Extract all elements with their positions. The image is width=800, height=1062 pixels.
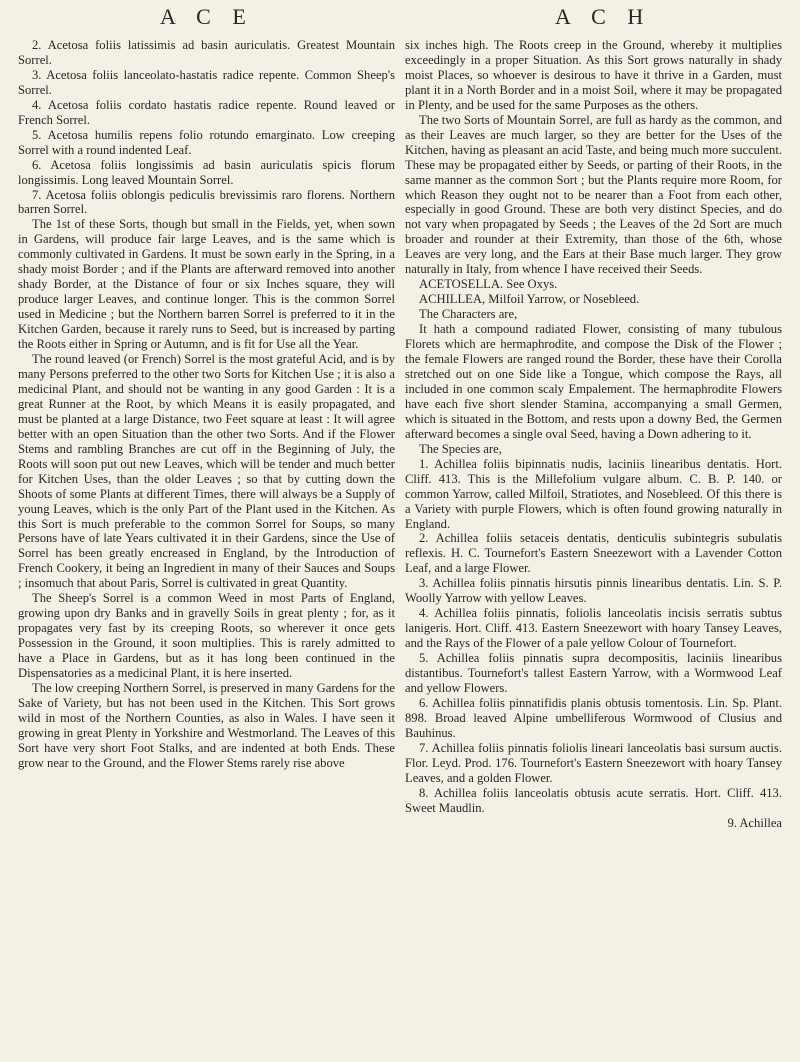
entry-acetosa-7: 7. Acetosa foliis oblongis pediculis brevissimis raro florens. Northern barren Sorrel.: [18, 187, 395, 217]
entry-achillea-heading: ACHILLEA, Milfoil Yarrow, or Nosebleed.: [419, 292, 640, 307]
entry-acetosa-2: 2. Acetosa foliis latissimis ad basin auriculatis. Greatest Mountain Sorrel.: [18, 38, 395, 67]
entry-achillea-1: 1. Achillea foliis bipinnatis nudis, laciniis linearibus dentatis. Hort. Cliff. 413. This is the Millefolium vulgare album. C. B. P. 140. or common Yarrow, called Milfoil, Stratiotes, and Nosebleed. Of this there is a Variety with purple Flowers, which is often found growing naturally in England.: [405, 456, 782, 531]
entry-acetosa-5: 5. Acetosa humilis repens folio rotundo emarginato. Low creeping Sorrel with a round indented Leaf.: [18, 127, 395, 157]
species-heading: The Species are,: [419, 441, 502, 456]
catchword: 9. Achillea: [727, 815, 782, 830]
right-column: [405, 38, 782, 831]
paragraph-continuation: six inches high. The Roots creep in the Ground, whereby it multiplies exceedingly in a proper Situation. As this Sort grows naturally in shady moist Places, so whoever is desirous to have it thrive in a Garden, must plant it in a North Border and in a moist Soil, where it may be propagated in Plenty, and be used for the same Purposes as the others.: [405, 38, 782, 112]
entry-achillea-4: 4. Achillea foliis pinnatis, foliolis lanceolatis incisis serratis subtus lanigeris. Hort. Cliff. 413. Eastern Sneezewort with hoary Tansey Leaves, and the Rays of the Flower of a pale yellow Colour of Tournefort.: [405, 606, 782, 651]
characters-description: It hath a compound radiated Flower, consisting of many tubulous Florets which are hermaphrodite, and compose the Disk of the Flower ; the female Flowers are ranged round the Border, these have their Corolla stretched out on one Side like a Tongue, which compose the Rays, all included in one common scaly Empalement. The hermaphrodite Flowers have each five short slender Stamina, accompanying a small Germen, which is situated in the Bottom, and rests upon a downy Bed, the Germen afterward becomes a single oval Seed, having a Down adhering to it.: [405, 322, 782, 441]
paragraph-first-sort: The 1st of these Sorts, though but small in the Fields, yet, when sown in Gardens, will produce fair large Leaves, and is the same which is commonly cultivated in Gardens. It must be sown early in the Spring, in a shady moist Border ; and if the Plants are afterward removed into another shady Border, at the Distance of four or six Inches square, they will produce larger Leaves, and continue longer. This is the common Sorrel used in Medicine ; but the Northern barren Sorrel is preferred to it in the Kitchen Garden, because it rarely runs to Seed, but is increased by parting the Roots either in Spring or Autumn, and is fit for Use all the Year.: [18, 217, 395, 352]
entry-achillea-3: 3. Achillea foliis pinnatis hirsutis pinnis linearibus dentatis. Lin. S. P. Woolly Yarrow with yellow Leaves.: [405, 576, 782, 606]
entry-achillea-2: 2. Achillea foliis setaceis dentatis, denticulis subintegris subulatis reflexis. H. C. Tournefort's Eastern Sneezewort with a Lavender Cotton Leaf, and a large Flower.: [405, 531, 782, 576]
entry-achillea-7: 7. Achillea foliis pinnatis foliolis lineari lanceolatis basi sursum auctis. Flor. Leyd. Prod. 176. Tournefort's Eastern Sneezewort with hoary Tansey Leaves, and a golden Flower.: [405, 740, 782, 785]
left-column: [18, 38, 395, 771]
paragraph-french-sorrel: The round leaved (or French) Sorrel is the most grateful Acid, and is by many Persons preferred to the other two Sorts for Kitchen Use ; it is also a medicinal Plant, and should not be wanting in any good Garden : It is a great Runner at the Root, by which Means it is easily propagated, and must be planted at a large Distance, two Feet square at least : It will agree better with an open Situation than the other two Sorts. And if the Flower Stems and rambling Branches are cut off in the Beginning of July, the Roots will soon put out new Leaves, which will be tender and much better for Kitchen Uses, than the older Leaves ; so that by cutting down the Shoots of some Plants at different Times, there will always be a Supply of young Leaves, which is the only Part of the Plant used in the Kitchen. As this Sort is much preferable to the common Sorrel for Soups, so many Persons have of late Years cultivated it in their Gardens, since the Use of Sorrel has been greatly encreased in England, by the Introduction of French Cookery, it being an Ingredient in many of their Sauces and Soups ; insomuch that about Paris, Sorrel is cultivated in great Quantity.: [18, 352, 395, 591]
entry-acetosa-3: 3. Acetosa foliis lanceolato-hastatis radice repente. Common Sheep's Sorrel.: [18, 67, 395, 97]
running-head-right: A C H: [555, 4, 652, 29]
entry-achillea-5: 5. Achillea foliis pinnatis supra decompositis, laciniis linearibus distantibus. Tournefort's tallest Eastern Yarrow, with a Wormwood Leaf and yellow Flowers.: [405, 651, 782, 695]
entry-acetosa-4: 4. Acetosa foliis cordato hastatis radice repente. Round leaved or French Sorrel.: [18, 97, 395, 127]
characters-heading: The Characters are,: [419, 307, 518, 322]
entry-achillea-8: 8. Achillea foliis lanceolatis obtusis acute serratis. Hort. Cliff. 413. Sweet Maudlin.: [405, 785, 782, 815]
paragraph-mountain-sorrel: The two Sorts of Mountain Sorrel, are full as hardy as the common, and as their Leaves are much larger, so they are better for the Uses of the Kitchen, having as pleasant an acid Taste, and being much more succulent. These may be propagated either by Seeds, or parting of their Roots, in the same manner as the common Sort ; but the Plants require more Room, for which Reason they ought not to be nearer than a Foot from each other, especially in good Ground. These are both very distinct Species, and do not vary when propagated by Seeds ; the Leaves of the 2d Sort are much broader and rounder at their Extremity, than those of the 6th, whose Leaves are very long, and the Ears at their Base much larger. They grow naturally in Italy, from whence I have received their Seeds.: [405, 112, 782, 277]
entry-achillea-6: 6. Achillea foliis pinnatifidis planis obtusis tomentosis. Lin. Sp. Plant. 898. Broad leaved Alpine umbelliferous Wormwood of Clusius and Bauhinus.: [405, 695, 782, 740]
paragraph-sheeps-sorrel: The Sheep's Sorrel is a common Weed in most Parts of England, growing upon dry Banks and in gravelly Soils in great plenty ; for, as it propagates very fast by its creeping Roots, so wherever it once gets Possession in the Ground, it soon multiplies. This is rarely admitted to have a Place in Gardens, but as it has long been continued in the Dispensatories as a medicinal Plant, it is here inserted.: [18, 591, 395, 681]
entry-acetosella: ACETOSELLA. See Oxys.: [419, 277, 558, 292]
paragraph-northern-sorrel: The low creeping Northern Sorrel, is preserved in many Gardens for the Sake of Variety, but has not been used in the Kitchen. This Sort grows wild in most of the Northern Counties, as also in Wales. I have seen it growing in great Plenty in Yorkshire and Westmorland. The Leaves of this Sort have very short Foot Stalks, and are indented at both Ends. These grow near to the Ground, and the Flower Stems rarely rise above: [18, 680, 395, 770]
entry-acetosa-6: 6. Acetosa foliis longissimis ad basin auriculatis spicis florum longissimis. Long leaved Mountain Sorrel.: [18, 157, 395, 187]
running-head-left: A C E: [160, 4, 254, 29]
